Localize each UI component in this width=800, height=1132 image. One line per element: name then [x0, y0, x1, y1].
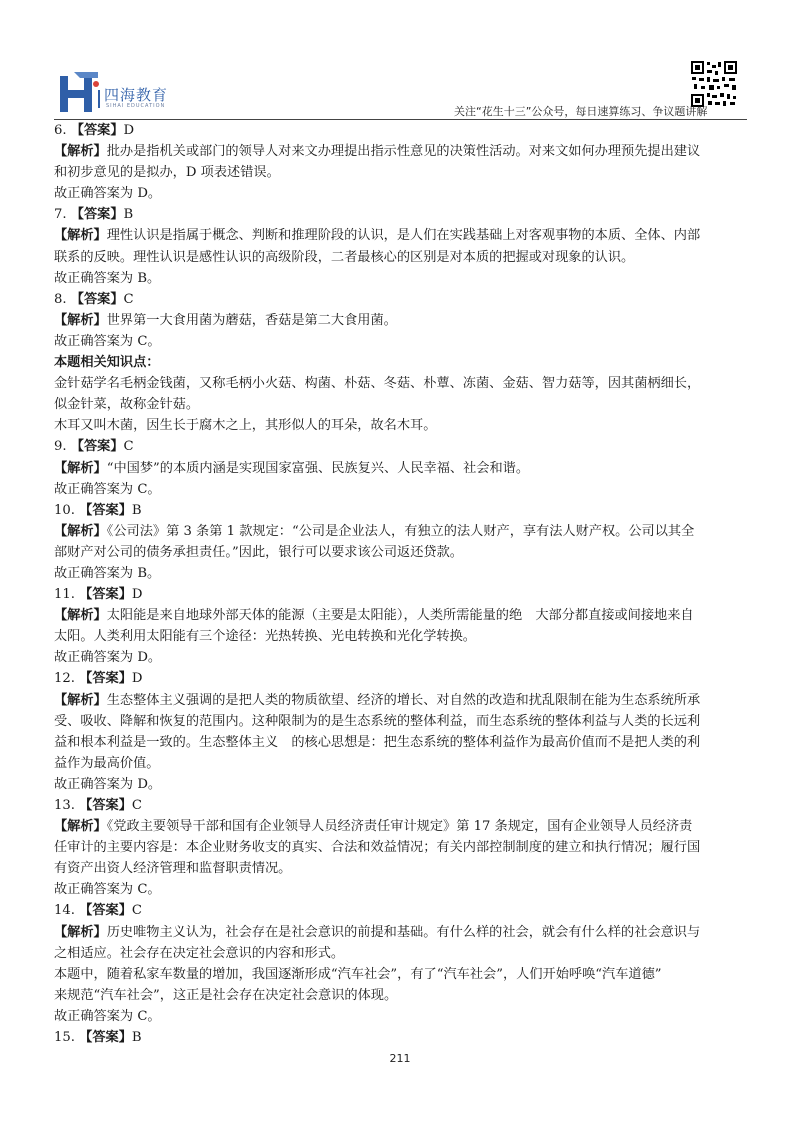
text-segment: 太阳。人类利用太阳能有三个途径：光热转换、光电转换和光化学转换。 — [54, 629, 476, 645]
logo-subtitle: SIHAI EDUCATION — [106, 103, 166, 109]
text-line — [54, 1027, 754, 1048]
text-line — [54, 141, 754, 162]
text-line — [54, 1006, 754, 1027]
text-line — [54, 162, 754, 183]
text-segment: 13. — [54, 798, 80, 813]
bold-label: 【解析】 — [54, 608, 107, 624]
page-header — [0, 0, 800, 120]
text-line — [54, 394, 754, 415]
text-segment: 故正确答案为 D。 — [54, 650, 162, 666]
text-segment: 11. — [54, 587, 80, 603]
text-line — [54, 183, 754, 204]
text-segment: 故正确答案为 C。 — [54, 333, 161, 349]
bold-label: 【答案】 — [70, 291, 124, 307]
text-segment: 和初步意见的是拟办，D 项表述错误。 — [54, 165, 280, 181]
text-segment: 来规范“汽车社会”，这正是社会存在决定社会意识的体现。 — [54, 987, 398, 1003]
text-segment: 似金针菜，故称金针菇。 — [54, 397, 200, 413]
text-line — [54, 247, 754, 268]
text-line — [54, 120, 754, 141]
text-line — [54, 458, 754, 479]
text-segment: 金针菇学名毛柄金钱菌，又称毛柄小火菇、构菌、朴菇、冬菇、朴蕈、冻菌、金菇、智力菇等，因其菌柄细长， — [54, 376, 701, 392]
text-line — [54, 668, 754, 689]
text-segment: 9. — [54, 439, 71, 455]
bold-label: 【答案】 — [79, 671, 132, 687]
text-line — [54, 500, 754, 521]
text-line — [54, 647, 754, 668]
text-line — [54, 584, 754, 605]
text-segment: C — [123, 291, 134, 307]
text-segment: C — [131, 903, 143, 919]
text-line — [54, 837, 754, 858]
text-line — [54, 331, 754, 352]
text-segment: 10. — [54, 502, 80, 518]
bold-label: 【答案】 — [79, 798, 132, 813]
text-segment: B — [131, 1030, 142, 1046]
text-segment: B — [123, 207, 134, 223]
text-line — [54, 605, 754, 626]
document-body — [54, 120, 754, 1048]
text-line — [54, 690, 754, 711]
text-line — [54, 774, 754, 795]
text-segment: 之相适应。社会存在决定社会意识的内容和形式。 — [54, 945, 345, 961]
text-line — [54, 373, 754, 394]
text-line — [54, 563, 754, 584]
text-line — [54, 922, 754, 943]
text-segment: 联系的反映。理性认识是感性认识的高级阶段，二者最核心的区别是对本质的把握或对现象的认识。 — [54, 249, 635, 265]
text-segment: 受、吸收、降解和恢复的范围内。这种限制为的是生态系统的整体利益，而生态系统的整体利益与人类的长远利 — [54, 713, 701, 729]
text-segment: 《党政主要领导干部和国有企业领导人员经济责任审计规定》第 17 条规定，国有企业领导人员经济责 — [106, 819, 693, 835]
text-segment: 故正确答案为 C。 — [54, 882, 161, 898]
bold-label: 【解析】 — [54, 924, 107, 940]
text-segment: 任审计的主要内容是：本企业财务收支的真实、合法和效益情况；有关内部控制制度的建立和执行情况；履行国 — [54, 840, 701, 856]
text-segment: 木耳又叫木菌，因生长于腐木之上，其形似人的耳朵，故名木耳。 — [54, 418, 437, 434]
text-line — [54, 310, 754, 331]
bold-label: 【答案】 — [79, 1030, 132, 1046]
text-segment: 故正确答案为 C。 — [54, 481, 161, 497]
text-line — [54, 964, 754, 985]
text-line — [54, 626, 754, 647]
text-segment: D — [131, 587, 143, 603]
page-number: 211 — [389, 1052, 411, 1065]
bold-label: 【解析】 — [54, 460, 107, 476]
text-line — [54, 816, 754, 837]
text-segment: 故正确答案为 D。 — [54, 186, 162, 202]
text-line — [54, 858, 754, 879]
text-segment: 理性认识是指属于概念、判断和推理阶段的认识，是人们在实践基础上对客观事物的本质、全体、内部 — [106, 228, 701, 244]
text-segment: 15. — [54, 1030, 80, 1046]
text-segment: 14. — [54, 903, 80, 919]
logo-name: 四海教育 — [104, 86, 169, 104]
bold-label: 【解析】 — [54, 819, 107, 835]
text-segment: 故正确答案为 D。 — [54, 776, 162, 792]
text-line — [54, 225, 754, 246]
text-segment: 益作为最高价值。 — [54, 755, 160, 771]
bold-label: 【解析】 — [54, 144, 107, 160]
bold-label: 【答案】 — [70, 439, 124, 455]
bold-label: 【答案】 — [70, 123, 124, 138]
bold-label: 【解析】 — [54, 692, 107, 708]
text-segment: D — [123, 123, 135, 138]
text-segment: 有资产出资人经济管理和监督职责情况。 — [54, 861, 292, 877]
text-line — [54, 795, 754, 816]
text-segment: 益和根本利益是一致的。生态整体主义 的核心思想是：把生态系统的整体利益作为最高价值而不是把人类的利 — [54, 734, 701, 750]
bold-label: 【解析】 — [54, 523, 107, 539]
text-segment: 7. — [54, 207, 71, 223]
text-segment: 故正确答案为 B。 — [54, 565, 161, 581]
text-line — [54, 900, 754, 921]
text-line — [54, 521, 754, 542]
text-line — [54, 204, 754, 225]
text-segment: 6. — [54, 123, 71, 138]
text-line — [54, 732, 754, 753]
text-segment: 生态整体主义强调的是把人类的物质欲望、经济的增长、对自然的改造和扰乱限制在能为生态系统所承 — [106, 692, 701, 708]
text-segment: 世界第一大食用菌为蘑菇，香菇是第二大食用菌。 — [106, 312, 397, 328]
text-segment: 8. — [54, 291, 71, 307]
bold-label: 【答案】 — [79, 903, 132, 919]
text-segment: 《公司法》第 3 条第 1 款规定：“公司是企业法人，有独立的法人财产，享有法人财产权。公司以其全 — [106, 523, 695, 539]
text-segment: 故正确答案为 C。 — [54, 1008, 161, 1024]
text-line — [54, 415, 754, 436]
text-line — [54, 542, 754, 563]
text-segment: 部财产对公司的债务承担责任。”因此，银行可以要求该公司返还贷款。 — [54, 544, 463, 560]
text-line — [54, 479, 754, 500]
bold-label: 【答案】 — [79, 587, 132, 603]
bold-label: 【解析】 — [54, 312, 107, 328]
text-segment: 12. — [54, 671, 80, 687]
text-line — [54, 352, 754, 373]
qr-code-icon — [690, 60, 738, 108]
text-line — [54, 268, 754, 289]
text-segment: 故正确答案为 B。 — [54, 270, 161, 286]
bold-label: 【答案】 — [79, 502, 132, 518]
header-tagline: 关注“花生十三”公众号，每日速算练习、争议题讲解 — [454, 105, 708, 118]
bold-label: 【答案】 — [70, 207, 124, 223]
text-segment: 太阳能是来自地球外部天体的能源（主要是太阳能），人类所需能量的绝 大部分都直接或间接地来自 — [106, 608, 694, 624]
text-segment: 历史唯物主义认为，社会存在是社会意识的前提和基础。有什么样的社会，就会有什么样的社会意识与 — [106, 924, 701, 940]
text-line — [54, 711, 754, 732]
text-line — [54, 436, 754, 457]
text-line — [54, 289, 754, 310]
text-line — [54, 943, 754, 964]
text-line — [54, 879, 754, 900]
text-segment: D — [131, 671, 143, 687]
text-segment: 批办是指机关或部门的领导人对来文办理提出指示性意见的决策性活动。对来文如何办理预先提出建议 — [106, 144, 701, 160]
text-segment: C — [123, 439, 134, 455]
text-segment: B — [131, 502, 142, 518]
bold-label: 【解析】 — [54, 228, 107, 244]
text-segment: 本题中，随着私家车数量的增加，我国逐渐形成“汽车社会”，有了“汽车社会”，人们开始呼唤“汽车道德” — [54, 966, 662, 982]
text-segment: C — [131, 798, 143, 813]
text-line — [54, 753, 754, 774]
bold-label: 本题相关知识点： — [54, 355, 160, 371]
text-segment: “中国梦”的本质内涵是实现国家富强、民族复兴、人民幸福、社会和谐。 — [106, 460, 530, 476]
text-line — [54, 985, 754, 1006]
